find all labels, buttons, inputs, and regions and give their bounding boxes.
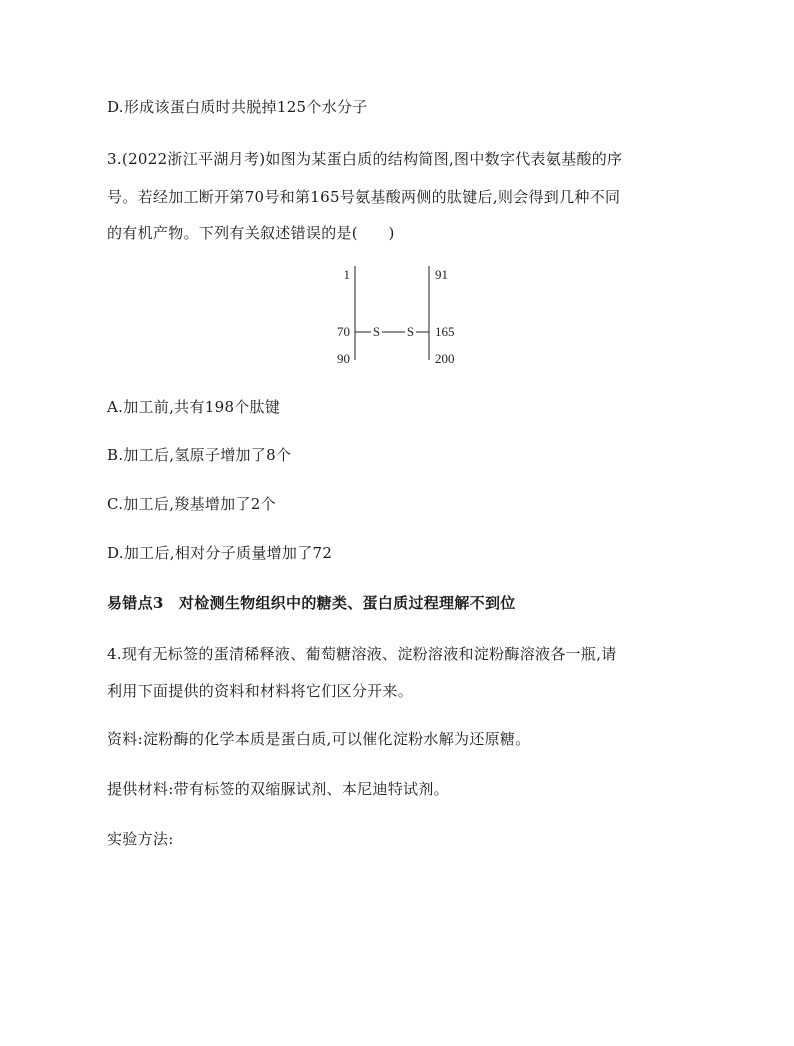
supplies-text: 提供材料:带有标签的双缩脲试剂、本尼迪特试剂。 [107,780,449,798]
label-200: 200 [435,351,455,366]
section-heading: 易错点3 对检测生物组织中的糖类、蛋白质过程理解不到位 [107,594,516,612]
material-text: 资料:淀粉酶的化学本质是蛋白质,可以催化淀粉水解为还原糖。 [107,730,531,748]
option-c: C.加工后,羧基增加了2个 [107,495,276,513]
sulfur-right: S [406,324,415,339]
question-4-line-1: 4.现有无标签的蛋清稀释液、葡萄糖溶液、淀粉溶液和淀粉酶溶液各一瓶,请 [107,645,617,663]
protein-structure-diagram [320,262,480,372]
label-1: 1 [343,267,350,282]
label-91: 91 [435,267,448,282]
label-90: 90 [337,351,350,366]
option-b: B.加工后,氢原子增加了8个 [107,446,292,464]
question-3-line-1: 3.(2022浙江平湖月考)如图为某蛋白质的结构简图,图中数字代表氨基酸的序 [107,150,623,168]
option-d-previous: D.形成该蛋白质时共脱掉125个水分子 [107,98,368,116]
option-d: D.加工后,相对分子质量增加了72 [107,544,333,562]
question-4-line-2: 利用下面提供的资料和材料将它们区分开来。 [107,682,414,700]
question-3-line-2: 号。若经加工断开第70号和第165号氨基酸两侧的肽键后,则会得到几种不同 [107,188,621,206]
method-label: 实验方法: [107,830,174,848]
option-a: A.加工前,共有198个肽键 [107,398,281,416]
label-70: 70 [337,324,350,339]
question-3-line-3: 的有机产物。下列有关叙述错误的是( ) [107,224,395,242]
sulfur-left: S [372,324,381,339]
label-165: 165 [435,324,455,339]
